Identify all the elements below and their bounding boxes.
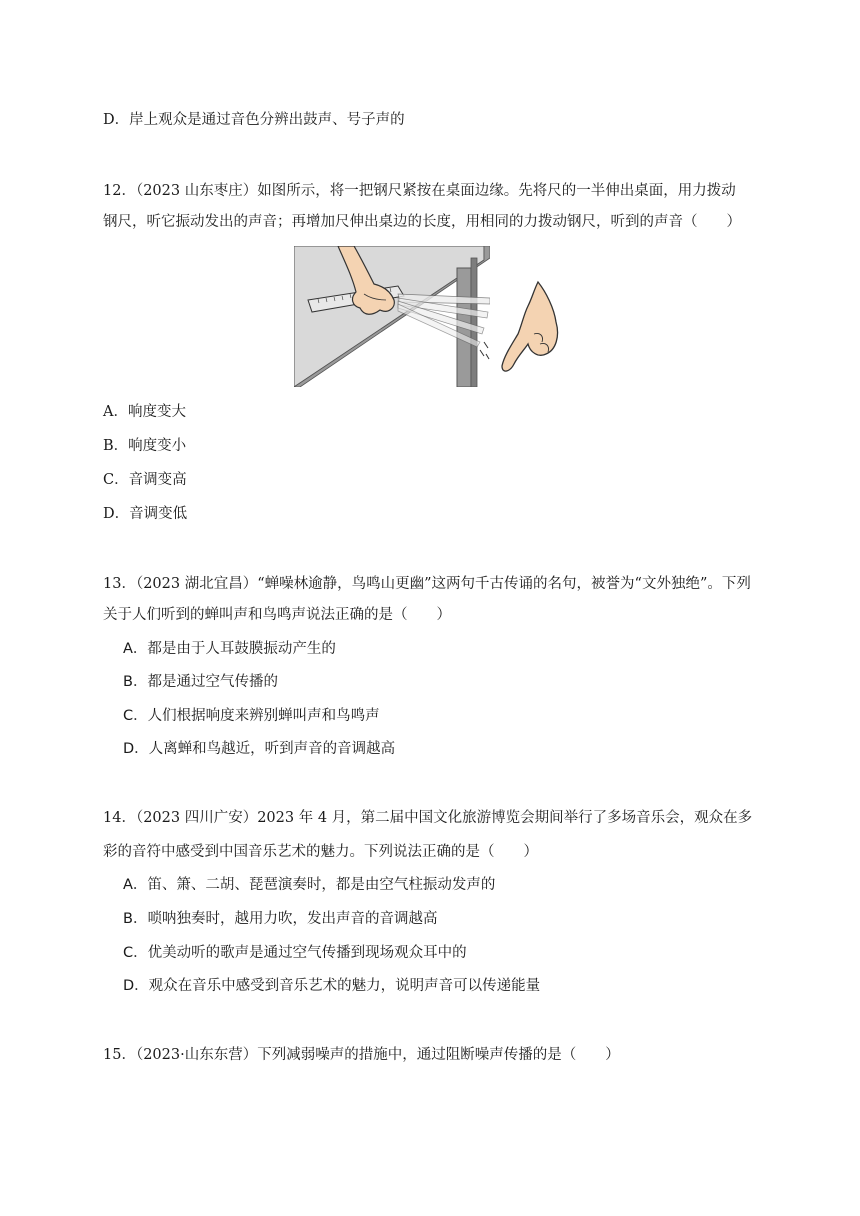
q11-option-d: D．岸上观众是通过音色分辨出鼓声、号子声的 — [103, 112, 405, 128]
q13-option-b: B．都是通过空气传播的 — [123, 674, 278, 690]
q14-option-d: D．观众在音乐中感受到音乐艺术的魅力，说明声音可以传递能量 — [123, 978, 541, 994]
q12-stem-line1: 12．（2023 山东枣庄）如图所示，将一把钢尺紧按在桌面边缘。先将尺的一半伸出桌面，用力拨动 — [103, 183, 736, 199]
q13-stem-line1: 13．（2023 湖北宜昌）“蝉噪林逾静，鸟鸣山更幽”这两句千古传诵的名句，被誉为“文外独绝”。下列 — [103, 576, 751, 592]
q12-option-c: C．音调变高 — [103, 472, 187, 488]
q14-option-a: A．笛、箫、二胡、琵琶演奏时，都是由空气柱振动发声的 — [123, 877, 496, 893]
ruler-vibration-illustration — [294, 246, 490, 387]
q12-option-b: B．响度变小 — [103, 438, 187, 454]
q14-option-b: B．唢呐独奏时，越用力吹，发出声音的音调越高 — [123, 911, 438, 927]
q14-option-c: C．优美动听的歌声是通过空气传播到现场观众耳中的 — [123, 945, 467, 961]
q13-stem-line2: 关于人们听到的蝉叫声和鸟鸣声说法正确的是（ ） — [103, 607, 451, 623]
ruler-on-table-figure — [294, 246, 490, 387]
q14-stem-line1: 14．（2023 四川广安）2023 年 4 月，第二届中国文化旅游博览会期间举行了多场音乐会，观众在多 — [103, 810, 753, 826]
q12-option-d: D．音调变低 — [103, 506, 188, 522]
q12-option-a: A．响度变大 — [103, 404, 186, 420]
q14-stem-line2: 彩的音符中感受到中国音乐艺术的魅力。下列说法正确的是（ ） — [103, 844, 538, 860]
q13-option-c: C．人们根据响度来辨别蝉叫声和鸟鸣声 — [123, 708, 380, 724]
pointing-hand-illustration — [494, 278, 568, 378]
q13-option-d: D．人离蝉和鸟越近，听到声音的音调越高 — [123, 741, 396, 757]
q15-stem-line1: 15．（2023·山东东营）下列减弱噪声的措施中，通过阻断噪声传播的是（ ） — [103, 1047, 620, 1063]
q12-stem-line2: 钢尺，听它振动发出的声音；再增加尺伸出桌边的长度，用相同的力拨动钢尺，听到的声音（ ） — [103, 214, 741, 230]
q13-option-a: A．都是由于人耳鼓膜振动产生的 — [123, 641, 336, 657]
